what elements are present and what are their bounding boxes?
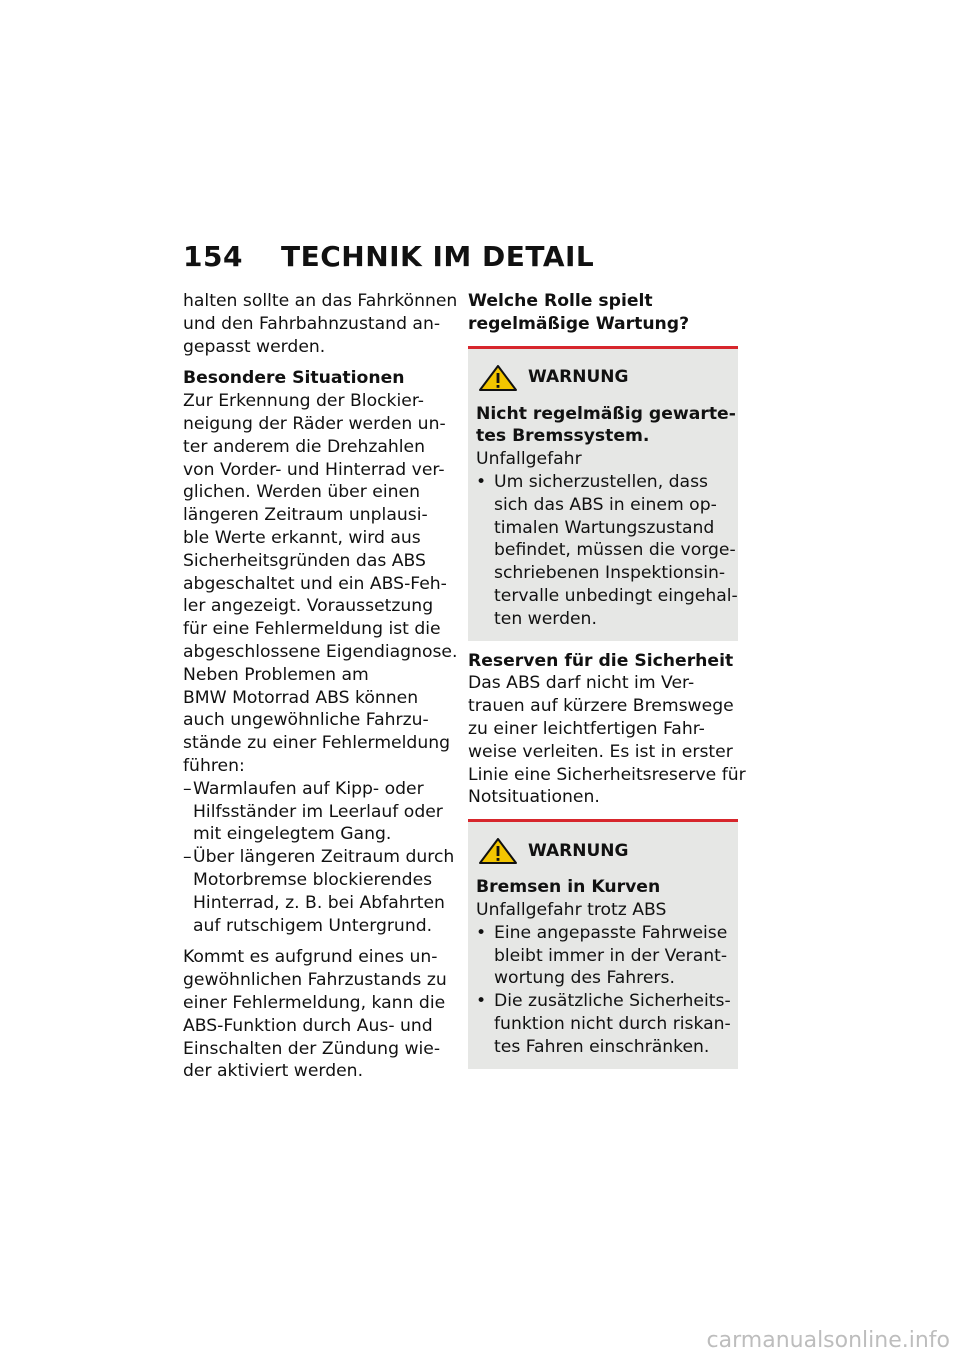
text-line: sich das ABS in einem op-	[494, 494, 717, 515]
dash-marker: –	[183, 778, 192, 799]
text-line: tes Fahren einschränken.	[494, 1036, 710, 1057]
text-line: Zur Erkennung der Blockier-	[183, 391, 425, 412]
text-line: wortung des Fahrers.	[494, 968, 675, 989]
text-line: Sicherheitsgründen das ABS	[183, 550, 426, 571]
text-line: Neben Problemen am	[183, 664, 369, 685]
text-line: und den Fahrbahnzustand an-	[183, 313, 441, 334]
text-line: mit eingelegtem Gang.	[193, 824, 392, 845]
page-number: 154	[183, 240, 243, 273]
section-heading-besondere-situationen: Besondere Situationen	[183, 368, 405, 389]
text-line: funktion nicht durch riskan-	[494, 1013, 731, 1034]
text-line: Über längeren Zeitraum durch	[193, 847, 455, 868]
text-line: zu einer leichtfertigen Fahr-	[468, 718, 705, 739]
list-item	[476, 990, 731, 1058]
warning-label: WARNUNG	[528, 367, 629, 388]
bullet-marker: •	[476, 471, 487, 492]
text-line: befindet, müssen die vorge-	[494, 540, 736, 561]
list-item	[476, 471, 738, 631]
text-line: Das ABS darf nicht im Ver-	[468, 673, 695, 694]
left-column	[183, 290, 458, 1083]
text-line: weise verleiten. Es ist in erster	[468, 741, 733, 762]
text-line: Einschalten der Zündung wie-	[183, 1038, 441, 1059]
text-line: Eine angepasste Fahrweise	[494, 922, 728, 943]
text-line: einer Fehlermeldung, kann die	[183, 992, 446, 1013]
closing-paragraph	[183, 946, 448, 1083]
text-line: stände zu einer Fehlermeldung	[183, 733, 451, 754]
dash-marker: –	[183, 847, 192, 868]
text-line: Um sicherzustellen, dass	[494, 471, 708, 492]
warning-header	[476, 838, 728, 864]
list-item	[183, 778, 448, 846]
text-line: timalen Wartungszustand	[494, 517, 715, 538]
text-line: tervalle unbedingt eingehal-	[494, 585, 738, 606]
text-line: schriebenen Inspektionsin-	[494, 563, 726, 584]
text-line: BMW Motorrad ABS können	[183, 687, 419, 708]
text-line: tes Bremssystem.	[476, 426, 650, 447]
section-paragraph	[468, 672, 746, 809]
section-paragraph	[183, 390, 458, 778]
text-line: regelmäßige Wartung?	[468, 313, 690, 334]
text-line: ter anderem die Drehzahlen	[183, 436, 426, 457]
list-item	[183, 846, 455, 937]
text-line: gewöhnlichen Fahrzustands zu	[183, 970, 447, 991]
section-heading-reserven: Reserven für die Sicherheit	[468, 650, 734, 671]
text-line: auf rutschigem Untergrund.	[193, 915, 433, 936]
text-line: Motorbremse blockierendes	[193, 869, 433, 890]
text-line: Die zusätzliche Sicherheits-	[494, 991, 731, 1012]
text-line: auch ungewöhnliche Fahrzu-	[183, 710, 429, 731]
warning-heading: Bremsen in Kurven	[476, 877, 661, 898]
text-line: halten sollte an das Fahrkönnen	[183, 291, 458, 311]
text-line: für eine Fehlermeldung ist die	[183, 619, 441, 640]
text-line: Hinterrad, z. B. bei Abfahrten	[193, 892, 445, 913]
text-line: der aktiviert werden.	[183, 1061, 364, 1082]
text-line: Hilfsständer im Leerlauf oder	[193, 801, 443, 822]
warning-subtitle: Unfallgefahr	[476, 449, 582, 470]
warning-subtitle: Unfallgefahr trotz ABS	[476, 899, 667, 920]
text-line: ten werden.	[494, 608, 597, 629]
list-item	[476, 922, 728, 990]
text-line: abgeschaltet und ein ABS-Feh-	[183, 573, 447, 594]
chapter-title: TECHNIK IM DETAIL	[281, 240, 595, 273]
warning-triangle-icon	[478, 838, 518, 864]
text-line: Notsituationen.	[468, 787, 600, 808]
text-line: ABS-Funktion durch Aus- und	[183, 1015, 433, 1036]
bullet-marker: •	[476, 991, 487, 1012]
bullet-marker: •	[476, 922, 487, 943]
text-line: Warmlaufen auf Kipp- oder	[193, 778, 424, 799]
text-line: ble Werte erkannt, wird aus	[183, 527, 421, 548]
warning-heading	[476, 403, 736, 449]
text-line: glichen. Werden über einen	[183, 482, 420, 503]
text-line: Nicht regelmäßig gewarte-	[476, 403, 736, 424]
warning-box	[468, 819, 738, 1068]
text-line: von Vorder- und Hinterrad ver-	[183, 459, 445, 480]
watermark: carmanualsonline.info	[706, 1328, 950, 1353]
warning-header	[476, 365, 728, 391]
text-line: trauen auf kürzere Bremswege	[468, 696, 734, 717]
warning-triangle-icon	[478, 365, 518, 391]
text-line: gepasst werden.	[183, 336, 326, 357]
text-line: bleibt immer in der Verant-	[494, 945, 728, 966]
intro-paragraph	[183, 290, 458, 358]
warning-box	[468, 346, 738, 641]
text-line: ler angezeigt. Voraussetzung	[183, 596, 434, 617]
text-line: Kommt es aufgrund eines un-	[183, 947, 438, 968]
text-line: längeren Zeitraum unplausi-	[183, 505, 428, 526]
text-line: abgeschlossene Eigendiagnose.	[183, 641, 458, 662]
page-header	[183, 240, 743, 280]
warning-label: WARNUNG	[528, 840, 629, 861]
text-line: Linie eine Sicherheitsreserve für	[468, 764, 746, 785]
text-line: Welche Rolle spielt	[468, 291, 653, 311]
text-line: neigung der Räder werden un-	[183, 413, 446, 434]
text-line: führen:	[183, 755, 245, 776]
right-column	[468, 290, 746, 1069]
section-heading-wartung	[468, 290, 738, 336]
